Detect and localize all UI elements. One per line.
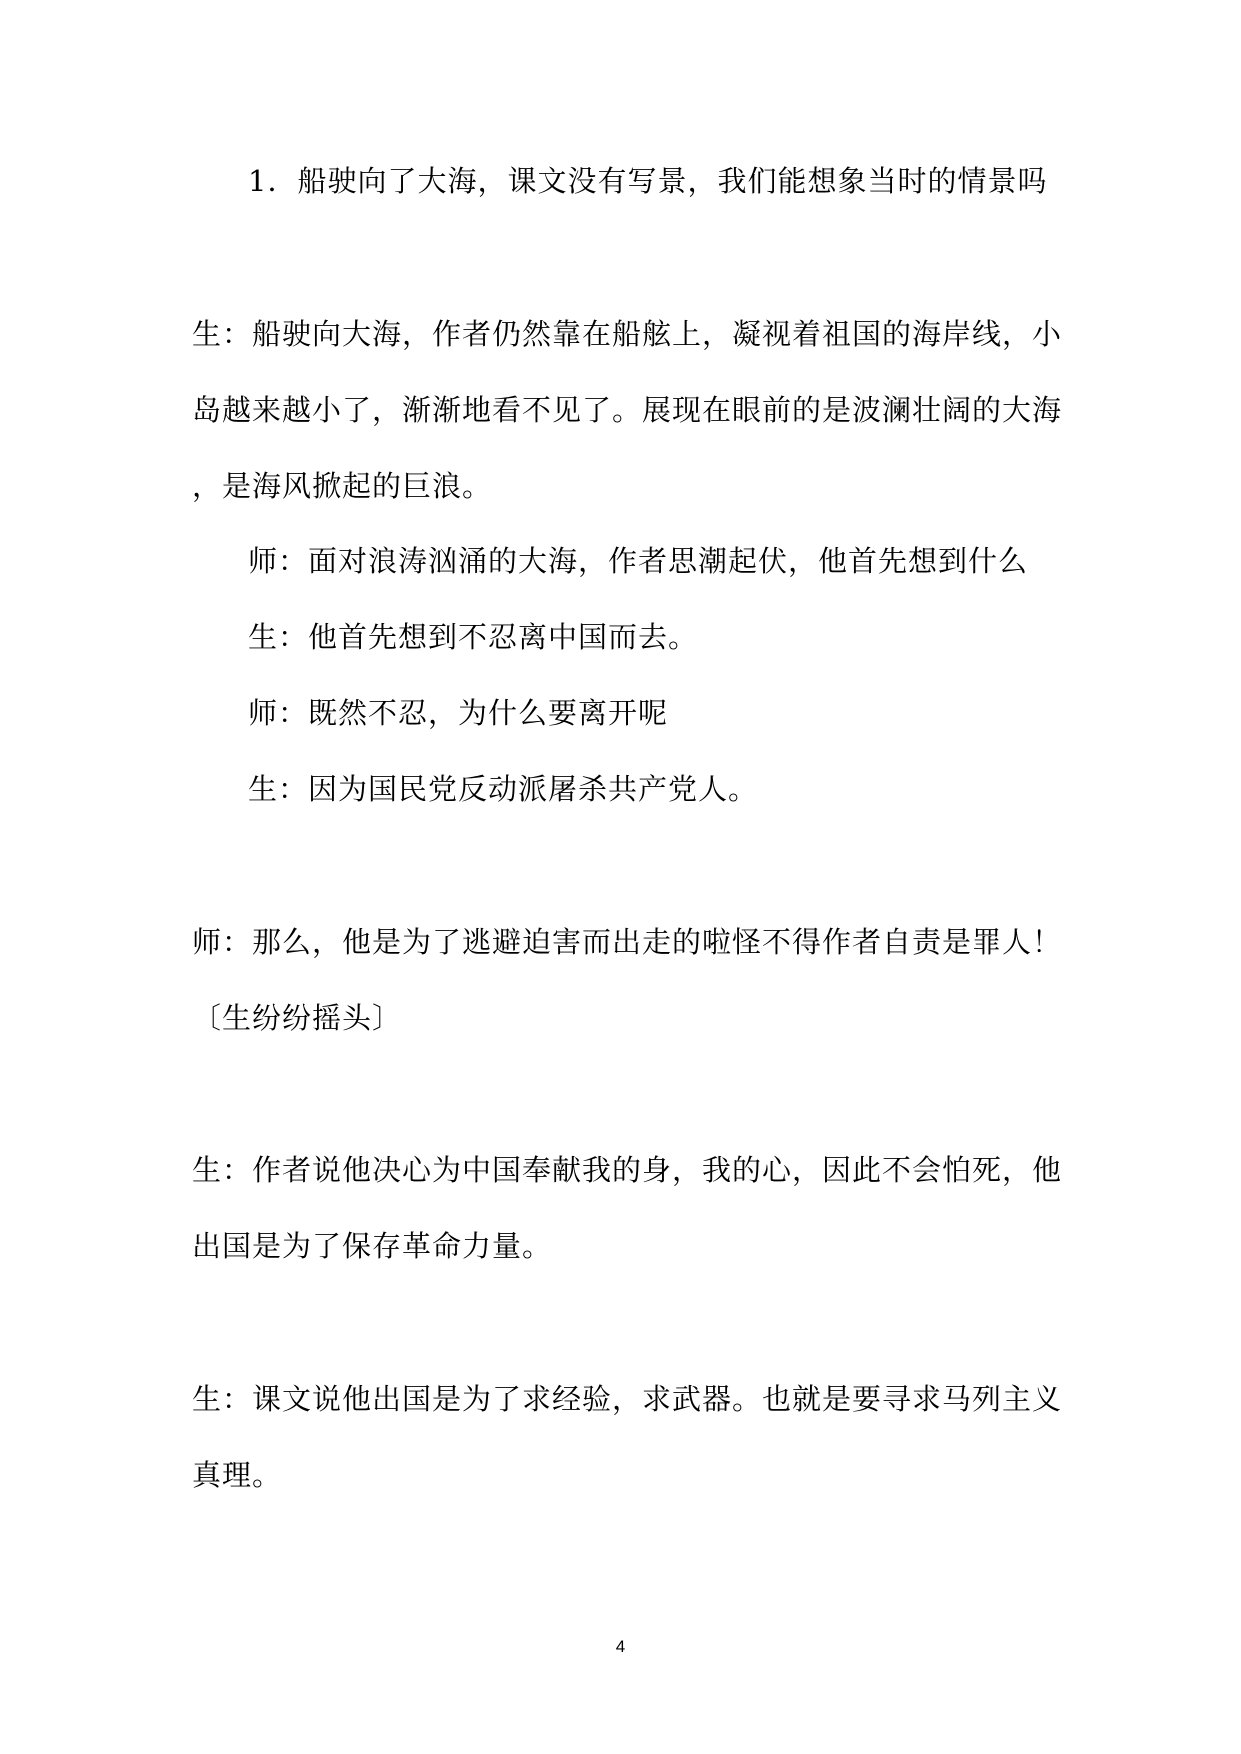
- paragraph-student-line: 生：作者说他决心为中国奉献我的身，我的心，因此不会怕死，他: [192, 1153, 1063, 1187]
- paragraph-student-line: 生：因为国民党反动派屠杀共产党人。: [248, 772, 759, 806]
- stage-direction: 〔生纷纷摇头〕: [192, 1001, 403, 1035]
- paragraph-question-1: 1．船驶向了大海，课文没有写景，我们能想象当时的情景吗: [248, 164, 1048, 198]
- paragraph-student-line: 生：船驶向大海，作者仍然靠在船舷上，凝视着祖国的海岸线，小: [192, 317, 1063, 351]
- paragraph-teacher-line: 师：那么，他是为了逃避迫害而出走的啦怪不得作者自责是罪人！: [192, 925, 1063, 959]
- paragraph-student-line: 生：他首先想到不忍离中国而去。: [248, 620, 699, 654]
- paragraph-teacher-line: 师：面对浪涛汹涌的大海，作者思潮起伏，他首先想到什么: [248, 544, 1029, 578]
- paragraph-student-line: 出国是为了保存革命力量。: [192, 1229, 553, 1263]
- paragraph-student-line: 岛越来越小了，渐渐地看不见了。展现在眼前的是波澜壮阔的大海: [192, 393, 1063, 427]
- page-number: 4: [615, 1637, 626, 1656]
- paragraph-student-line: 生：课文说他出国是为了求经验，求武器。也就是要寻求马列主义: [192, 1382, 1063, 1416]
- paragraph-teacher-line: 师：既然不忍，为什么要离开呢: [248, 696, 669, 730]
- paragraph-student-line: 真理。: [192, 1458, 283, 1492]
- paragraph-student-line: ，是海风掀起的巨浪。: [192, 469, 493, 503]
